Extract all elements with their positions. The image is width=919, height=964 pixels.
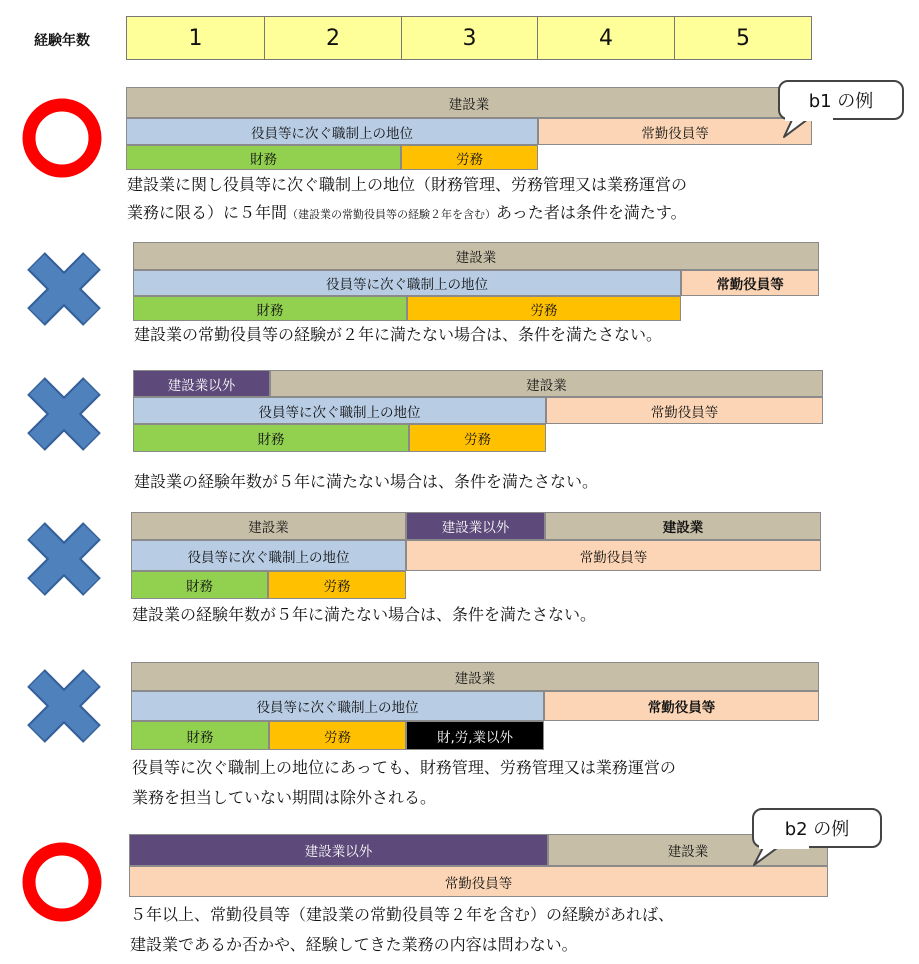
bar-executive: 常勤役員等 xyxy=(406,540,821,571)
callout-b1: b1 の例 xyxy=(778,80,904,120)
callout-joint xyxy=(785,116,833,121)
caption-line: 建設業に関し役員等に次ぐ職制上の地位（財務管理、労務管理又は業務運営の xyxy=(127,175,688,194)
bar-position: 役員等に次ぐ職制上の地位 xyxy=(131,540,406,571)
bar-position: 役員等に次ぐ職制上の地位 xyxy=(133,270,681,296)
caption-note: （建設業の常勤役員等の経験２年を含む） xyxy=(287,208,497,221)
caption-line: 役員等に次ぐ職制上の地位にあっても、財務管理、労務管理又は業務運営の xyxy=(132,758,676,777)
caption-line: 建設業の経験年数が５年に満たない場合は、条件を満たさない。 xyxy=(132,605,597,624)
caption-text: 業務に限る）に５年間 xyxy=(127,203,288,222)
cross-icon xyxy=(24,666,104,746)
bar-finance: 財務 xyxy=(131,571,268,599)
bar-labor: 労務 xyxy=(268,571,406,599)
cross-icon xyxy=(24,374,104,454)
bar-finance: 財務 xyxy=(131,721,269,750)
cross-icon xyxy=(24,249,104,329)
circle-icon xyxy=(20,96,104,180)
bar-finance: 財務 xyxy=(133,296,407,321)
caption-line: 建設業の常勤役員等の経験が２年に満たない場合は、条件を満たさない。 xyxy=(134,325,663,344)
bar-construction: 建設業 xyxy=(270,370,823,397)
bar-non-construction: 建設業以外 xyxy=(133,370,270,397)
bar-position: 役員等に次ぐ職制上の地位 xyxy=(131,691,544,721)
bar-labor: 労務 xyxy=(407,296,681,321)
year-cell-4: 4 xyxy=(537,16,675,60)
year-cell-3: 3 xyxy=(401,16,538,60)
bar-construction: 建設業 xyxy=(545,512,821,540)
bar-labor: 労務 xyxy=(269,721,406,750)
bar-executive: 常勤役員等 xyxy=(544,691,819,721)
bar-construction: 建設業 xyxy=(131,662,819,691)
circle-icon xyxy=(20,840,104,924)
bar-non-construction: 建設業以外 xyxy=(406,512,545,540)
bar-construction: 建設業 xyxy=(548,834,828,866)
callout-joint xyxy=(759,844,809,849)
caption-line: 建設業の経験年数が５年に満たない場合は、条件を満たさない。 xyxy=(134,472,599,491)
bar-other-duty: 財,労,業以外 xyxy=(406,721,544,750)
experience-years-label: 経験年数 xyxy=(34,33,90,49)
caption-line: 建設業であるか否かや、経験してきた業務の内容は問わない。 xyxy=(130,935,578,954)
bar-labor: 労務 xyxy=(409,424,546,452)
caption-line: ５年以上、常勤役員等（建設業の常勤役員等２年を含む）の経験があれば、 xyxy=(130,905,675,924)
bar-finance: 財務 xyxy=(133,424,409,452)
bar-construction: 建設業 xyxy=(131,512,406,540)
year-cell-2: 2 xyxy=(264,16,402,60)
caption-text: あった者は条件を満たす。 xyxy=(496,203,687,222)
year-cell-1: 1 xyxy=(126,16,265,60)
bar-executive: 常勤役員等 xyxy=(129,866,828,897)
bar-executive: 常勤役員等 xyxy=(681,270,819,296)
bar-executive: 常勤役員等 xyxy=(546,397,823,424)
year-cell-5: 5 xyxy=(674,16,812,60)
bar-position: 役員等に次ぐ職制上の地位 xyxy=(126,118,538,145)
bar-construction: 建設業 xyxy=(133,242,819,270)
bar-executive: 常勤役員等 xyxy=(538,118,812,145)
cross-icon xyxy=(24,519,104,599)
bar-construction: 建設業 xyxy=(126,87,812,118)
bar-labor: 労務 xyxy=(401,145,538,170)
bar-non-construction: 建設業以外 xyxy=(129,834,548,866)
bar-position: 役員等に次ぐ職制上の地位 xyxy=(133,397,546,424)
callout-b2: b2 の例 xyxy=(752,808,882,848)
bar-finance: 財務 xyxy=(126,145,401,170)
caption-line xyxy=(127,198,687,230)
caption-line: 業務を担当していない期間は除外される。 xyxy=(132,788,437,807)
